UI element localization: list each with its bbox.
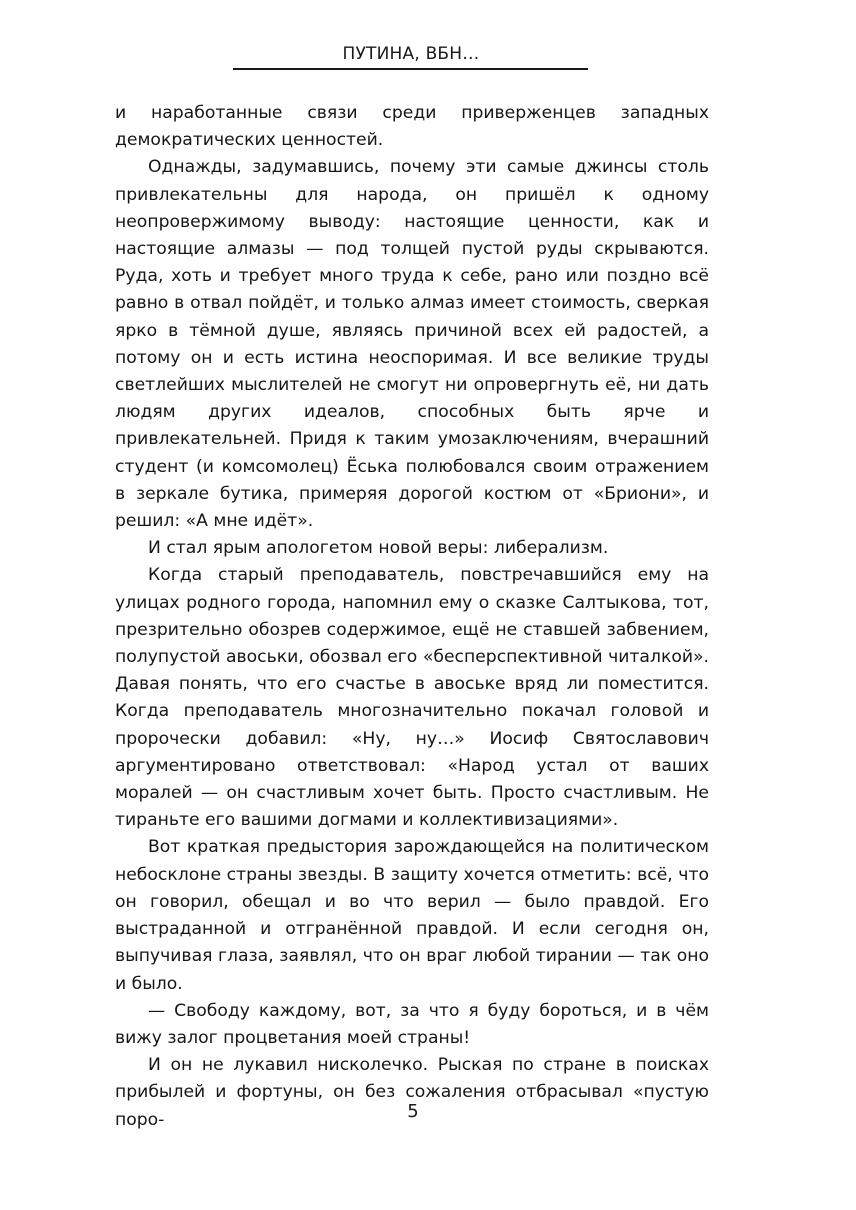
- paragraph: Вот краткая предыстория зарождающейся на политическом небосклоне страны звезды. В защиту хочется отметить: всё, что он говорил, обещал и во что верил — было правдой. Его выстраданной и отгранённой правдой. И если сегодня он, выпучивая глаза, заявлял, что он враг любой тирании — так оно и было.: [115, 837, 709, 994]
- paragraph: и наработанные связи среди приверженцев западных демократических ценностей.: [115, 103, 709, 151]
- paragraph: И стал ярым апологетом новой веры: либерализм.: [148, 538, 609, 559]
- paragraph: — Свободу каждому, вот, за что я буду бороться, и в чём вижу залог процветания моей страны!: [115, 1000, 709, 1048]
- running-header: ПУТИНА, ВБН…: [342, 44, 480, 64]
- page-number: 5: [407, 1101, 419, 1122]
- paragraph: И он не лукавил нисколечко. Рыская по стране в поисках прибылей и фортуны, он без сожаления отбрасывал «пустую поро-: [115, 1055, 709, 1130]
- header-rule: [233, 68, 588, 70]
- paragraph: Когда старый преподаватель, повстречавшийся ему на улицах родного города, напомнил ему о сказке Салтыкова, тот, презрительно обозрев содержимое, ещё не ставшей забвением, полупустой авоськи, обозвал его «бесперспективной читалкой». Давая понять, что его счастье в авоське вряд ли поместится. Когда преподаватель многозначительно покачал головой и пророчески добавил: «Ну, ну…» Иосиф Святославович аргументировано ответствовал: «Народ устал от ваших моралей — он счастливым хочет быть. Просто счастливым. Не тираньте его вашими догмами и коллективизациями».: [115, 565, 709, 831]
- body-text: [115, 100, 709, 1134]
- paragraph: Однажды, задумавшись, почему эти самые джинсы столь привлекательны для народа, он пришёл к одному неопровержимому выводу: настоящие ценности, как и настоящие алмазы — под толщей пустой руды скрываются. Руда, хоть и требует много труда к себе, рано или поздно всё равно в отвал пойдёт, и только алмаз имеет стоимость, сверкая ярко в тёмной душе, являясь причиной всех ей радостей, а потому он и есть истина неоспоримая. И все великие труды светлейших мыслителей не смогут ни опровергнуть её, ни дать людям других идеалов, способных быть ярче и привлекательней. Придя к таким умозаключениям, вчерашний студент (и комсомолец) Ёська полюбовался своим отражением в зеркале бутика, примеряя дорогой костюм от «Бриони», и решил: «А мне идёт».: [115, 157, 709, 532]
